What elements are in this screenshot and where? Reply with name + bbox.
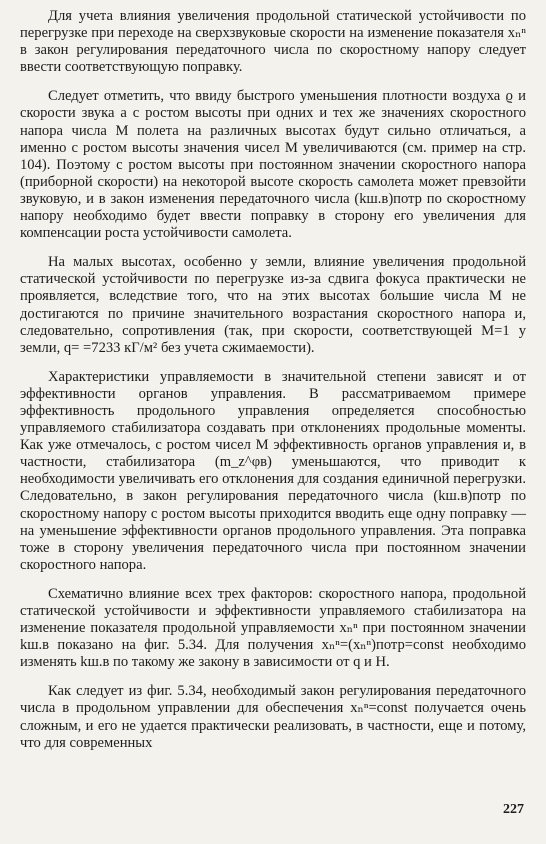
paragraph-5: Схематично влияние всех трех факторов: скоростного напора, продольной статической устойчивости и эффективности управляемого стабилизатора на изменение показателя продольной управляемости xₙⁿ при постоянном значении kш.в показано на фиг. 5.34. Для получения xₙⁿ=(xₙⁿ)потр=const необходимо изменять kш.в по такому же закону в зависимости от q и H. xyxy=(20,585,526,671)
page-number: 227 xyxy=(503,802,524,817)
paragraph-4: Характеристики управляемости в значительной степени зависят и от эффективности органов управления. В рассматриваемом примере эффективность продольного управления определяется способностью управляемого стабилизатора создавать при отклонениях продольные моменты. Как уже отмечалось, с ростом чисел М эффективность органов управления и, в частности, стабилизатора (m_z^φв) уменьшаются, что приводит к необходимости увеличивать его отклонения для создания единичной перегрузки. Следовательно, в закон регулирования передаточного числа (kш.в)потр по скоростному напору с ростом высоты приходится вводить еще одну поправку — на уменьшение эффективности органов продольного управления. Эта поправка тоже в сторону увеличения передаточного числа при постоянном значении скоростного напора. xyxy=(20,368,526,573)
paragraph-2: Следует отметить, что ввиду быстрого уменьшения плотности воздуха ϱ и скорости звука a с ростом высоты при одних и тех же значениях скоростного напора числа М полета на различных высотах будут сильно отличаться, а именно с ростом высоты значения чисел М увеличиваются (см. пример на стр. 104). Поэтому с ростом высоты при постоянном значении скоростного напора (приборной скорости) на некоторой высоте скорость самолета может превзойти звуковую, и в закон изменения передаточного числа (kш.в)потр по скоростному напору необходимо будет ввести поправку в сторону его увеличения для компенсации роста устойчивости самолета. xyxy=(20,88,526,242)
body-text xyxy=(20,8,526,764)
paragraph-3: На малых высотах, особенно у земли, влияние увеличения продольной статической устойчивости по перегрузке из-за сдвига фокуса практически не проявляется, вследствие того, что на этих высотах большие числа М не достигаются по причине значительного возрастания скоростного напора и, следовательно, сопротивления (так, при скорости, соответствующей М=1 у земли, q= =7233 кГ/м² без учета сжимаемости). xyxy=(20,254,526,356)
paragraph-6: Как следует из фиг. 5.34, необходимый закон регулирования передаточного числа в продольном управлении для обеспечения xₙⁿ=const получается очень сложным, и его не удается практически реализовать, в частности, еще и потому, что для современных xyxy=(20,683,526,751)
paragraph-1: Для учета влияния увеличения продольной статической устойчивости по перегрузке при переходе на сверхзвуковые скорости на изменение показателя xₙⁿ в закон регулирования передаточного числа по скоростному напору следует ввести соответствующую поправку. xyxy=(20,8,526,76)
